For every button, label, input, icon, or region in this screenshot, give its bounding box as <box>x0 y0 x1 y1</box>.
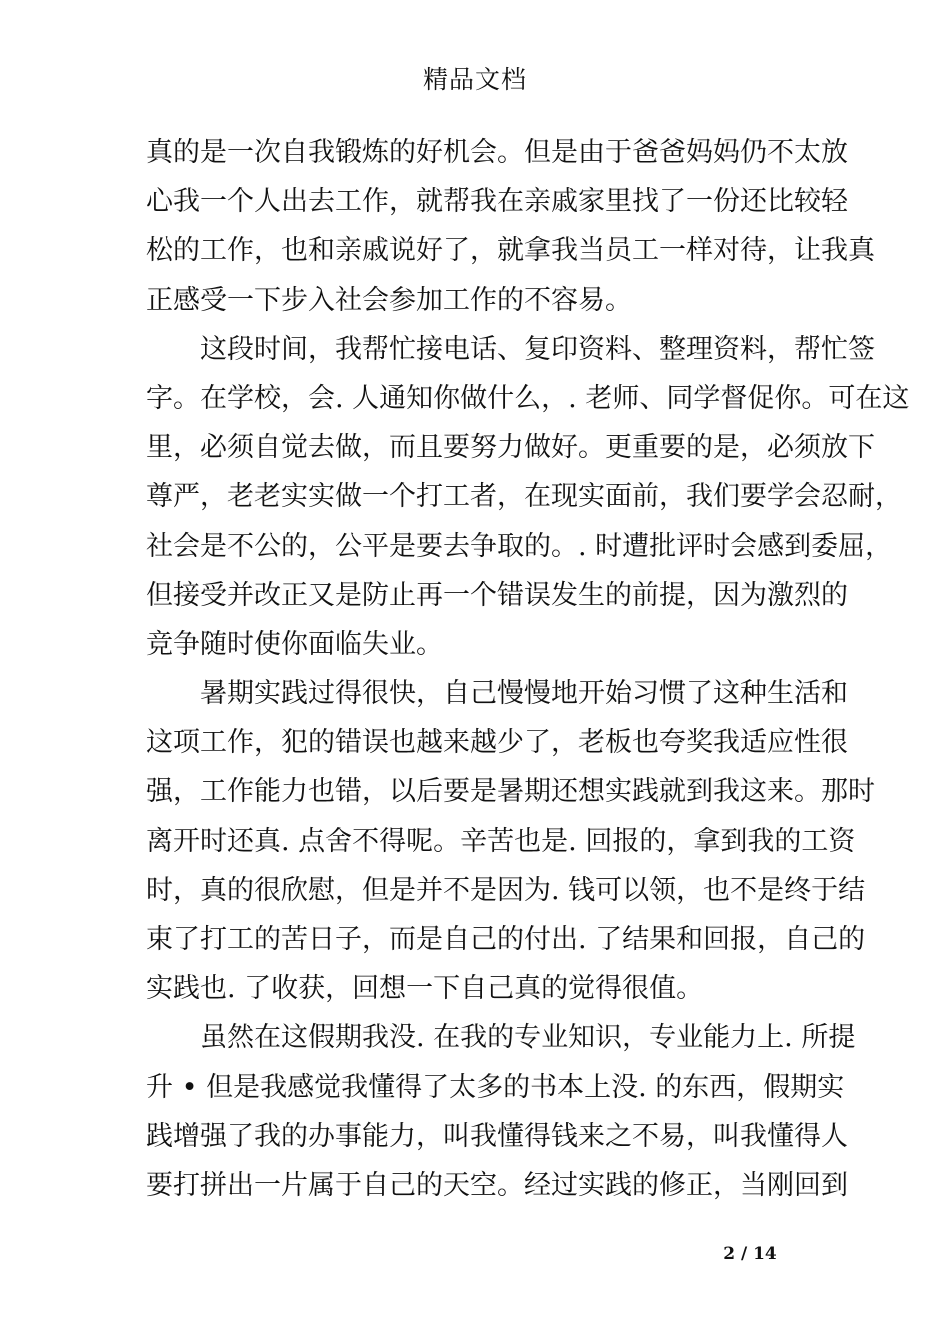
text-line: 践增强了我的办事能力，叫我懂得钱来之不易，叫我懂得人 <box>146 1120 848 1152</box>
paragraph <box>146 1013 856 1210</box>
text-line: 这段时间，我帮忙接电话、复印资料、整理资料，帮忙签 <box>200 333 875 365</box>
text-line: 时，真的很欣慰，但是并不是因为. 钱可以领，也不是终于结 <box>146 874 866 906</box>
page-header: 精品文档 <box>422 65 527 94</box>
text-line: 尊严，老老实实做一个打工者，在现实面前，我们要学会忍耐， <box>146 481 902 513</box>
text-line: 束了打工的苦日子，而是自己的付出. 了结果和回报，自己的 <box>146 924 866 955</box>
text-line: 但接受并改正又是防止再一个错误发生的前提，因为激烈的 <box>146 579 848 611</box>
text-line: 升 • 但是我感觉我懂得了太多的书本上没. 的东西，假期实 <box>146 1071 845 1103</box>
text-line: 实践也. 了收获，回想一下自己真的觉得很值。 <box>146 973 704 1005</box>
paragraph <box>146 325 910 669</box>
text-line: 字。在学校，会. 人通知你做什么，. 老师、同学督促你。可在这 <box>146 382 910 414</box>
text-line: 要打拼出一片属于自己的天空。经过实践的修正，当刚回到 <box>146 1169 848 1201</box>
paragraph <box>146 669 875 1013</box>
text-line: 强，工作能力也错，以后要是暑期还想实践就到我这来。那时 <box>146 776 875 808</box>
text-line: 离开时还真. 点舍不得呢。辛苦也是. 回报的，拿到我的工资 <box>146 825 856 857</box>
text-line: 心我一个人出去工作，就帮我在亲戚家里找了一份还比较轻 <box>146 186 848 218</box>
body-text <box>146 128 910 1210</box>
page-number: 2 / 14 <box>723 1244 777 1264</box>
text-line: 社会是不公的，公平是要去争取的。. 时遭批评时会感到委屈， <box>146 530 893 562</box>
text-line: 里，必须自觉去做，而且要努力做好。更重要的是，必须放下 <box>146 432 875 464</box>
text-line: 竞争随时使你面临失业。 <box>146 628 443 660</box>
text-line: 正感受一下步入社会参加工作的不容易。 <box>146 284 632 316</box>
text-line: 这项工作，犯的错误也越来越少了，老板也夸奖我适应性很 <box>146 727 848 759</box>
paragraph <box>146 128 875 325</box>
text-line: 真的是一次自我锻炼的好机会。但是由于爸爸妈妈仍不太放 <box>146 137 848 168</box>
text-line: 松的工作，也和亲戚说好了，就拿我当员工一样对待，让我真 <box>146 235 875 267</box>
text-line: 暑期实践过得很快，自己慢慢地开始习惯了这种生活和 <box>200 678 848 710</box>
text-line: 虽然在这假期我没. 在我的专业知识，专业能力上. 所提 <box>200 1022 856 1054</box>
